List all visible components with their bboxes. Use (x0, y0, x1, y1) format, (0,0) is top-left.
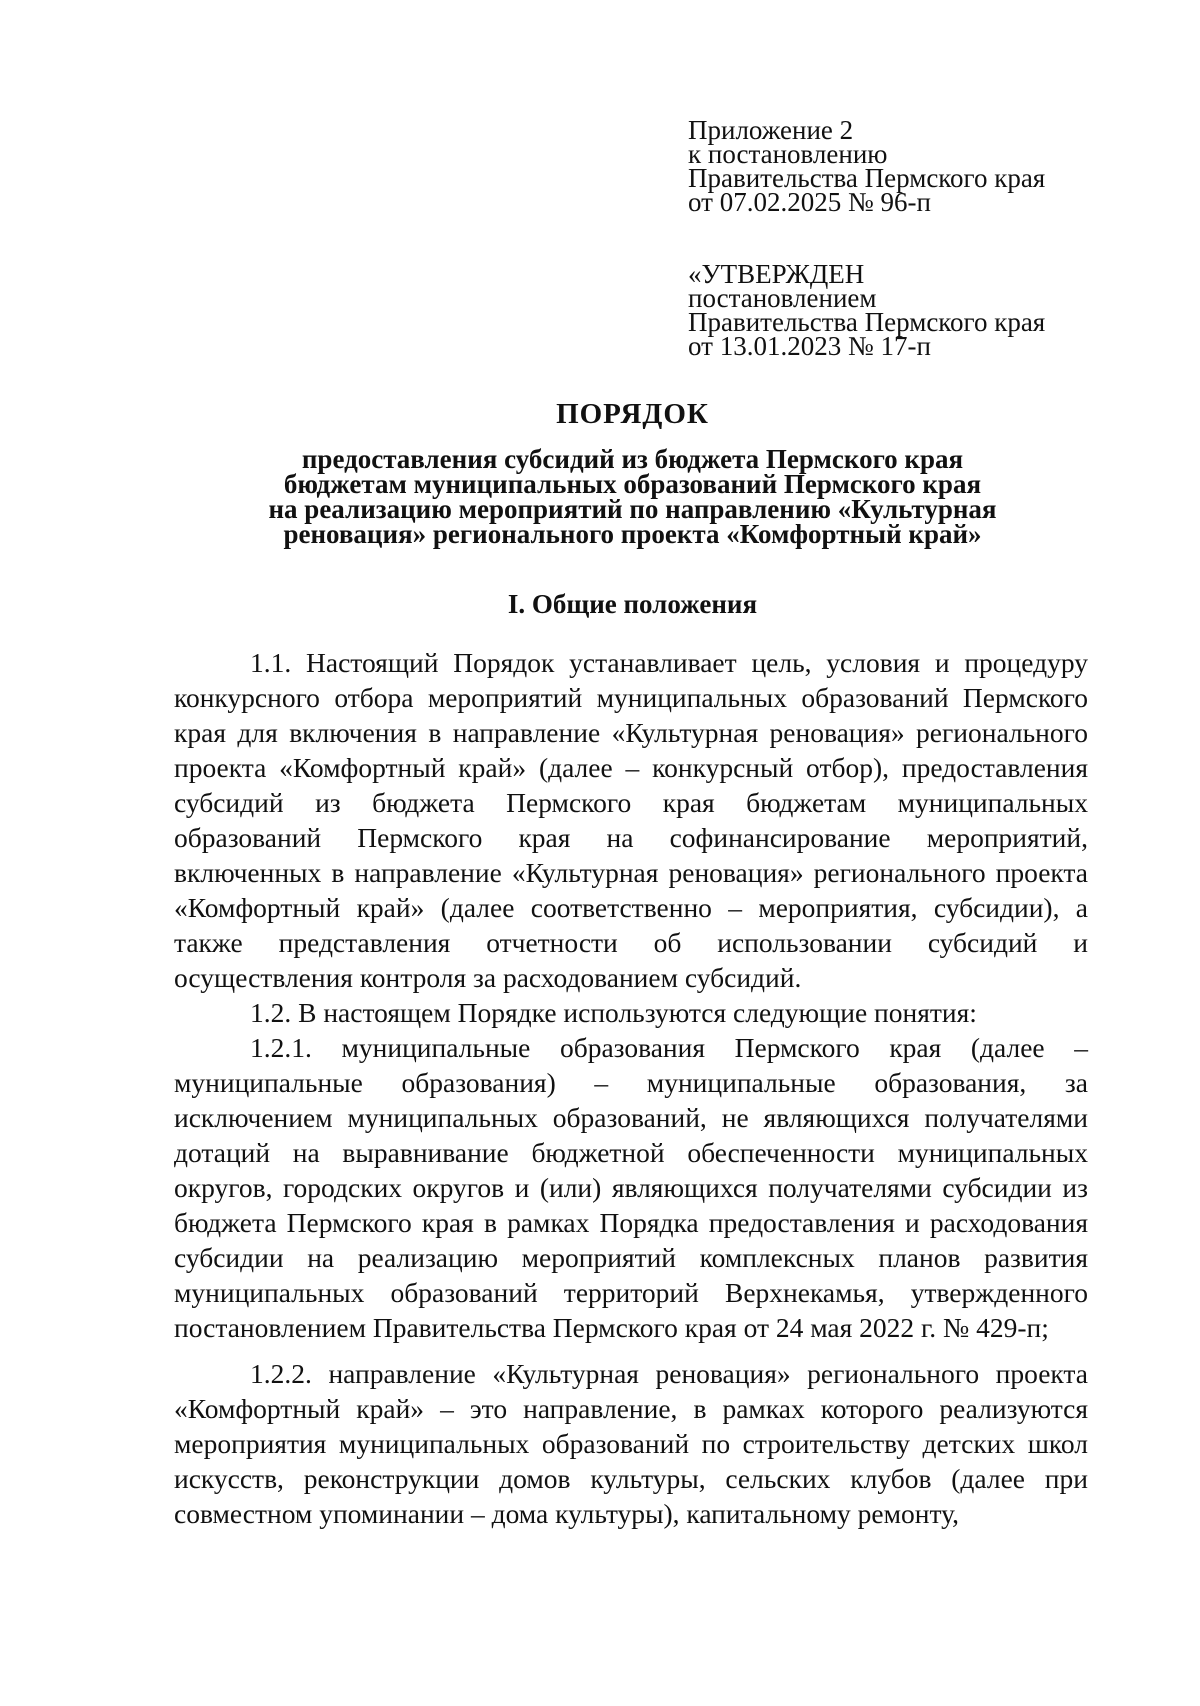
annex-line: к постановлению (688, 139, 888, 169)
subtitle-line: реновация» регионального проекта «Комфортный край» (283, 519, 982, 549)
annex-line: от 07.02.2025 № 96-п (688, 187, 931, 217)
paragraph-1-2-1: 1.2.1. муниципальные образования Пермского края (далее – муниципальные образования) – муниципальные образования, за исключением муниципальных образований, не являющихся получателями дотаций на выравнивание бюджетной обеспеченности муниципальных округов, городских округов и (или) являющихся получателями субсидии из бюджета Пермского края в рамках Порядка предоставления и расходования субсидии на реализацию мероприятий комплексных планов развития муниципальных образований территорий Верхнекамья, утвержденного постановлением Правительства Пермского края от 24 мая 2022 г. № 429-п; (174, 1032, 1088, 1343)
annex-line: Приложение 2 (688, 115, 854, 145)
subtitle-line: бюджетам муниципальных образований Пермского края (283, 469, 982, 499)
approval-line: «УТВЕРЖДЕН (688, 259, 865, 289)
paragraph-1-1: 1.1. Настоящий Порядок устанавливает цель, условия и процедуру конкурсного отбора мероприятий муниципальных образований Пермского края для включения в направление «Культурная реновация» регионального проекта «Комфортный край» (далее – конкурсный отбор), предоставления субсидий из бюджета Пермского края бюджетам муниципальных образований Пермского края на софинансирование мероприятий, включенных в направление «Культурная реновация» регионального проекта «Комфортный край» (далее соответственно – мероприятия, субсидии), а также представления отчетности об использовании субсидий и осуществления контроля за расходованием субсидий. (174, 647, 1088, 993)
paragraph-1-2: 1.2. В настоящем Порядке используются следующие понятия: (250, 997, 977, 1028)
annex-line: Правительства Пермского края (688, 163, 1046, 193)
approval-line: от 13.01.2023 № 17-п (688, 331, 931, 361)
document-body (174, 645, 1088, 1531)
document-title: ПОРЯДОК (556, 398, 709, 430)
annex-reference-block (688, 115, 1046, 217)
subtitle-line: на реализацию мероприятий по направлению «Культурная (268, 494, 997, 524)
approval-line: постановлением (688, 283, 877, 313)
approval-line: Правительства Пермского края (688, 307, 1046, 337)
section-heading: I. Общие положения (507, 589, 758, 619)
document-subtitle (0, 444, 1200, 549)
subtitle-line: предоставления субсидий из бюджета Пермского края (301, 444, 964, 474)
approval-stamp-block (688, 259, 1046, 361)
paragraph-1-2-2: 1.2.2. направление «Культурная реновация» регионального проекта «Комфортный край» – это направление, в рамках которого реализуются мероприятия муниципальных образований по строительству детских школ искусств, реконструкции домов культуры, сельских клубов (далее при совместном упоминании – дома культуры), капитальному ремонту, (174, 1358, 1088, 1529)
